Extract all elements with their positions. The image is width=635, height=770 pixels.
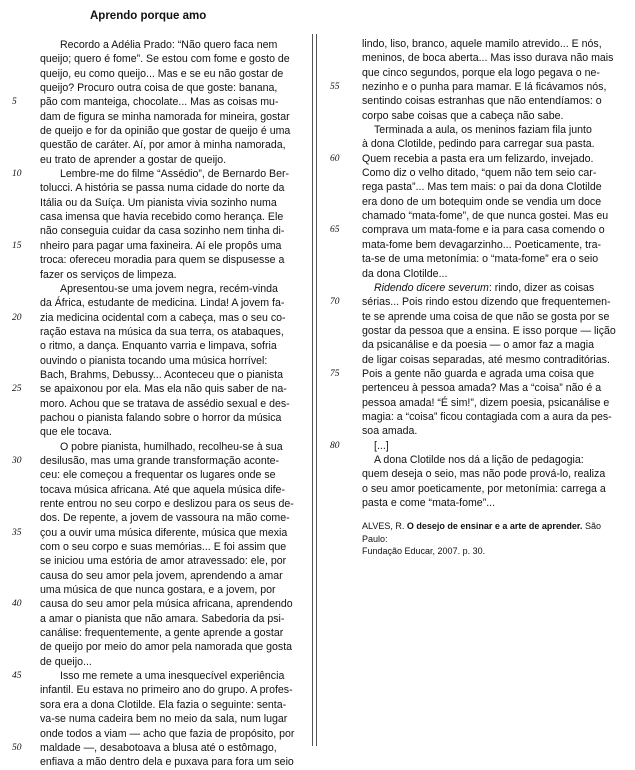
- text-line: [12, 727, 304, 741]
- line-text: pasta e come “mata-fome”...: [362, 497, 496, 509]
- line-text: desilusão, mas uma grande transformação aconte-: [40, 454, 280, 467]
- line-number: 30: [12, 455, 22, 466]
- text-line: [12, 81, 304, 95]
- line-number: 50: [12, 742, 22, 753]
- text-line: [12, 526, 304, 540]
- line-text: de queijo...: [40, 655, 92, 668]
- line-text: canálise: frequentemente, a gente aprende a gostar: [40, 627, 284, 640]
- line-text: ceu: ele começou a frequentar os lugares onde se: [40, 469, 276, 482]
- text-line: [12, 52, 304, 66]
- text-line: [12, 296, 304, 310]
- line-number: 75: [330, 368, 340, 379]
- line-text: pertenceu à pessoa amada? Mas a “coisa” não é a: [362, 382, 602, 395]
- line-text: meninos, de boca aberta... Mas isso durava não mais: [362, 52, 614, 65]
- text-line: [12, 640, 304, 654]
- line-text: comprava um mata-fome e ia para casa comendo o: [362, 224, 605, 237]
- line-text: te se aprende uma coisa de que não se gosta por se: [362, 310, 610, 323]
- text-line: [12, 597, 304, 611]
- line-text: uma música de que nunca gostara, e a jovem, por: [40, 584, 276, 597]
- line-text: queijo? Procuro outra coisa de que goste: banana,: [40, 82, 278, 95]
- line-text: questão de caráter. Aí, por amor à minha namorada,: [40, 139, 286, 152]
- line-text: à dona Clotilde, pedindo para carregar sua pasta.: [362, 138, 595, 151]
- line-text: [...]: [374, 439, 389, 452]
- text-line: [12, 741, 304, 755]
- line-text: chamado “mata-fome”, de que nunca gostei. Mas eu: [362, 210, 609, 223]
- line-text: Terminada a aula, os meninos faziam fila junto: [374, 124, 592, 137]
- text-line: [12, 669, 304, 683]
- text-line: [12, 454, 304, 468]
- line-text: va-se numa cadeira bem no meio da sala, num lugar: [40, 713, 288, 726]
- column-divider-inner: [316, 34, 317, 746]
- line-text: Bach, Brahms, Debussy... Aconteceu que o pianista: [40, 368, 284, 381]
- line-number: 35: [12, 527, 22, 538]
- text-line: [324, 109, 624, 123]
- line-number: 65: [330, 225, 340, 236]
- text-line: [12, 554, 304, 568]
- text-line: [324, 295, 624, 309]
- text-line: [324, 367, 624, 381]
- line-text: corpo sabe coisas que a cabeça não sabe.: [362, 109, 564, 122]
- text-line: [12, 224, 304, 238]
- text-line: [324, 496, 624, 510]
- line-text: queijo; quero é fome”. Se estou com fome e gosto de: [40, 53, 290, 66]
- text-line: [324, 238, 624, 252]
- line-text: de ligar coisas separadas, até mesmo contraditórias.: [362, 353, 610, 366]
- text-line: [12, 468, 304, 482]
- text-line: [324, 324, 624, 338]
- text-line: [12, 612, 304, 626]
- text-line: [324, 166, 624, 180]
- text-line: [12, 210, 304, 224]
- text-line: [12, 67, 304, 81]
- text-line: [324, 310, 624, 324]
- article-title: Aprendo porque amo: [90, 10, 207, 22]
- line-number: 55: [330, 82, 340, 93]
- text-line: [12, 95, 304, 109]
- text-line: [324, 37, 624, 51]
- line-text: pachou o pianista falando sobre o horror da música: [40, 411, 282, 424]
- line-text: casa imensa que havia recebido como herança. Ele: [40, 211, 284, 224]
- line-text: onde todos a viam — acho que fazia de propósito, por: [40, 727, 295, 740]
- text-line: [12, 540, 304, 554]
- text-line: [324, 396, 624, 410]
- line-text: não conseguia cuidar da casa sozinho nem tinha di-: [40, 225, 285, 238]
- text-line: [324, 267, 624, 281]
- line-text: pessoa amada! “É sim!”, dizem poesia, psicanálise e: [362, 396, 610, 409]
- line-text: soa amada.: [362, 425, 418, 438]
- reference-author: ALVES, R.: [362, 521, 407, 531]
- text-line: [324, 195, 624, 209]
- line-number: 25: [12, 384, 22, 395]
- line-text: moro. Achou que se tratava de assédio sexual e des-: [40, 397, 290, 410]
- line-text: lindo, liso, branco, aquele mamilo atrevido... E nós,: [362, 38, 602, 50]
- text-line: [324, 123, 624, 137]
- line-text: ração estava na música da sua terra, os atabaques,: [40, 325, 284, 338]
- text-line: [324, 94, 624, 108]
- line-number: 60: [330, 153, 340, 164]
- line-text: eu trato de aprender a gostar de queijo.: [40, 153, 227, 166]
- text-line: [324, 80, 624, 94]
- line-text: o ritmo, a dança. Enquanto varria e limpava, sofria: [40, 340, 277, 353]
- text-line: [12, 368, 304, 382]
- line-number: 10: [12, 169, 22, 180]
- text-line: [12, 483, 304, 497]
- line-text: da África, estudante de medicina. Linda! A jovem fa-: [40, 297, 285, 310]
- line-number: 20: [12, 312, 22, 323]
- line-text: maldade —, desabotoava a blusa até o estômago,: [40, 741, 277, 754]
- line-text: Quem recebia a pasta era um felizardo, invejado.: [362, 152, 594, 165]
- text-line: [324, 353, 624, 367]
- text-line: [12, 382, 304, 396]
- line-text: mata-fome bem devagarzinho... Poeticamente, tra-: [362, 238, 602, 251]
- text-line: [12, 683, 304, 697]
- line-text: de queijo e for da opinião que gostar de queijo é uma: [40, 125, 291, 138]
- text-line: [12, 253, 304, 267]
- line-text: fazer os serviços de limpeza.: [40, 268, 177, 281]
- line-text: queijo, eu como queijo... Mas e se eu não gostar de: [40, 67, 284, 80]
- line-text: O pobre pianista, humilhado, recolheu-se à sua: [60, 440, 283, 453]
- line-text: ta-se de uma metonímia: o “mata-fome” era o seio: [362, 253, 599, 266]
- line-text: da psicanálise e da poesia — o amor faz a magia: [362, 339, 595, 352]
- text-line: [12, 282, 304, 296]
- text-line: [324, 180, 624, 194]
- text-line: [324, 410, 624, 424]
- line-text: que cinco segundos, porque ela logo pegava o ne-: [362, 66, 600, 79]
- line-text: rega pasta”... Mas tem mais: o pai da dona Clotilde: [362, 181, 602, 194]
- line-text: Apresentou-se uma jovem negra, recém-vinda: [60, 282, 278, 295]
- text-line: [12, 655, 304, 669]
- right-column: [324, 37, 624, 510]
- text-line: [12, 167, 304, 181]
- line-text: se iniciou uma estória de amor atravessado: ele, por: [40, 555, 287, 568]
- line-text: o seu amor poeticamente, por metonímia: carrega a: [362, 482, 606, 495]
- text-line: [12, 755, 304, 769]
- line-text: sérias... Pois rindo estou dizendo que frequentemen-: [362, 296, 611, 309]
- text-line: [12, 569, 304, 583]
- line-text: a amar o pianista que não amara. Sabedoria da psi-: [40, 612, 285, 625]
- line-text: nezinho e o punha para mamar. E lá ficávamos nós,: [362, 81, 607, 94]
- text-line: [324, 482, 624, 496]
- text-line: [324, 281, 624, 295]
- line-text: dam de figura se minha namorada for mineira, gostar: [40, 110, 290, 123]
- line-text: nheiro para pagar uma faxineira. Aí ele propôs uma: [40, 239, 282, 252]
- line-text: sentindo coisas estranhas que não entendíamos: o: [362, 95, 602, 108]
- line-number: 5: [12, 97, 17, 108]
- line-text: dos. De repente, a jovem de vassoura na mão come-: [40, 512, 290, 525]
- text-line: [12, 354, 304, 368]
- line-text: Isso me remete a uma inesquecível experiência: [60, 670, 285, 683]
- text-line: [324, 338, 624, 352]
- line-text: tolucci. A história se passa numa cidade do norte da: [40, 182, 285, 195]
- text-line: [324, 137, 624, 151]
- line-text: era dono de um botequim onde se vendia um doce: [362, 195, 602, 208]
- text-line: [12, 425, 304, 439]
- line-text: çou a ouvir uma música diferente, música que mexia: [40, 526, 288, 539]
- text-line: [324, 209, 624, 223]
- text-line: [324, 381, 624, 395]
- line-text: rente entrou no seu corpo e deslizou para os seus de-: [40, 498, 294, 510]
- line-text: tocava música africana. Até que aquela música dife-: [40, 483, 285, 496]
- line-text: magia: a “coisa” ficou contagiada com a aura da pes-: [362, 410, 612, 423]
- reference-details: Fundação Educar, 2007. p. 30.: [362, 546, 486, 556]
- line-text: sora era a dona Clotilde. Ela fazia o seguinte: senta-: [40, 698, 287, 711]
- text-line: [12, 712, 304, 726]
- text-line: [12, 38, 304, 52]
- line-text: gostar da pessoa que a ensina. E isso porque — lição: [362, 324, 616, 337]
- line-text: A dona Clotilde nos dá a lição de pedagogia:: [374, 453, 584, 466]
- text-line: [324, 66, 624, 80]
- line-text: com o seu corpo e suas memórias... E foi assim que: [40, 541, 287, 554]
- text-line: [12, 325, 304, 339]
- column-divider: [312, 34, 313, 746]
- text-line: [324, 467, 624, 481]
- line-text: causa do seu amor pela jovem, aprendendo a amar: [40, 569, 283, 582]
- text-line: [12, 511, 304, 525]
- text-line: [12, 196, 304, 210]
- text-line: [12, 626, 304, 640]
- line-text: Ridendo dicere severum: rindo, dizer as coisas: [374, 281, 595, 294]
- text-line: [12, 138, 304, 152]
- line-number: 40: [12, 599, 22, 610]
- text-line: [12, 153, 304, 167]
- text-line: [324, 424, 624, 438]
- text-line: [12, 110, 304, 124]
- text-line: [12, 411, 304, 425]
- text-line: [12, 583, 304, 597]
- reference-work-title: O desejo de ensinar e a arte de aprender.: [406, 521, 583, 531]
- line-number: 70: [330, 297, 340, 308]
- line-text: Recordo a Adélia Prado: “Não quero faca nem: [60, 39, 278, 51]
- line-text: Como diz o velho ditado, “quem não tem seio car-: [362, 167, 597, 180]
- text-line: [12, 311, 304, 325]
- line-text: que ele tocava.: [40, 426, 112, 439]
- line-number: 15: [12, 240, 22, 251]
- line-text: enfiava a mão dentro dela e puxava para fora um seio: [40, 756, 294, 769]
- text-line: [12, 397, 304, 411]
- line-text: da dona Clotilde...: [362, 267, 448, 280]
- line-text: troca: ofereceu moradia para quem se dispusesse a: [40, 254, 285, 267]
- text-line: [12, 181, 304, 195]
- line-text: infantil. Eu estava no primeiro ano do grupo. A profes-: [40, 684, 293, 697]
- text-line: [12, 698, 304, 712]
- line-text: quem deseja o seio, mas não pode prová-lo, realiza: [362, 468, 606, 481]
- text-line: [12, 268, 304, 282]
- text-line: [12, 239, 304, 253]
- text-line: [12, 124, 304, 138]
- line-text: ouvindo o pianista tocando uma música horrível:: [40, 354, 268, 367]
- line-text: se apaixonou por ela. Mas ela não quis saber de na-: [40, 383, 287, 396]
- line-text: causa do seu amor pela música africana, aprendendo: [40, 598, 293, 611]
- left-column: [12, 38, 304, 770]
- line-text: de queijo por meio do amor pela namorada que gosta: [40, 641, 293, 654]
- line-text: Itália ou da Suíça. Um pianista vivia sozinho numa: [40, 196, 277, 209]
- reference-publisher: São Paulo:: [362, 521, 601, 544]
- line-number: 80: [330, 440, 340, 451]
- bibliographic-reference: [362, 520, 627, 558]
- text-line: [12, 497, 304, 511]
- line-text: Pois a gente não guarda e agrada uma coisa que: [362, 367, 595, 380]
- text-line: [324, 439, 624, 453]
- text-line: [12, 440, 304, 454]
- text-line: [12, 339, 304, 353]
- line-number: 45: [12, 671, 22, 682]
- line-text: Lembre-me do filme “Assédio”, de Bernardo Ber-: [60, 168, 290, 181]
- text-line: [324, 152, 624, 166]
- text-line: [324, 223, 624, 237]
- text-line: [324, 453, 624, 467]
- text-line: [324, 51, 624, 65]
- line-text: zia medicina ocidental com a cabeça, mas o seu co-: [40, 311, 286, 324]
- text-line: [324, 252, 624, 266]
- line-text: pão com manteiga, chocolate... Mas as coisas mu-: [40, 96, 279, 109]
